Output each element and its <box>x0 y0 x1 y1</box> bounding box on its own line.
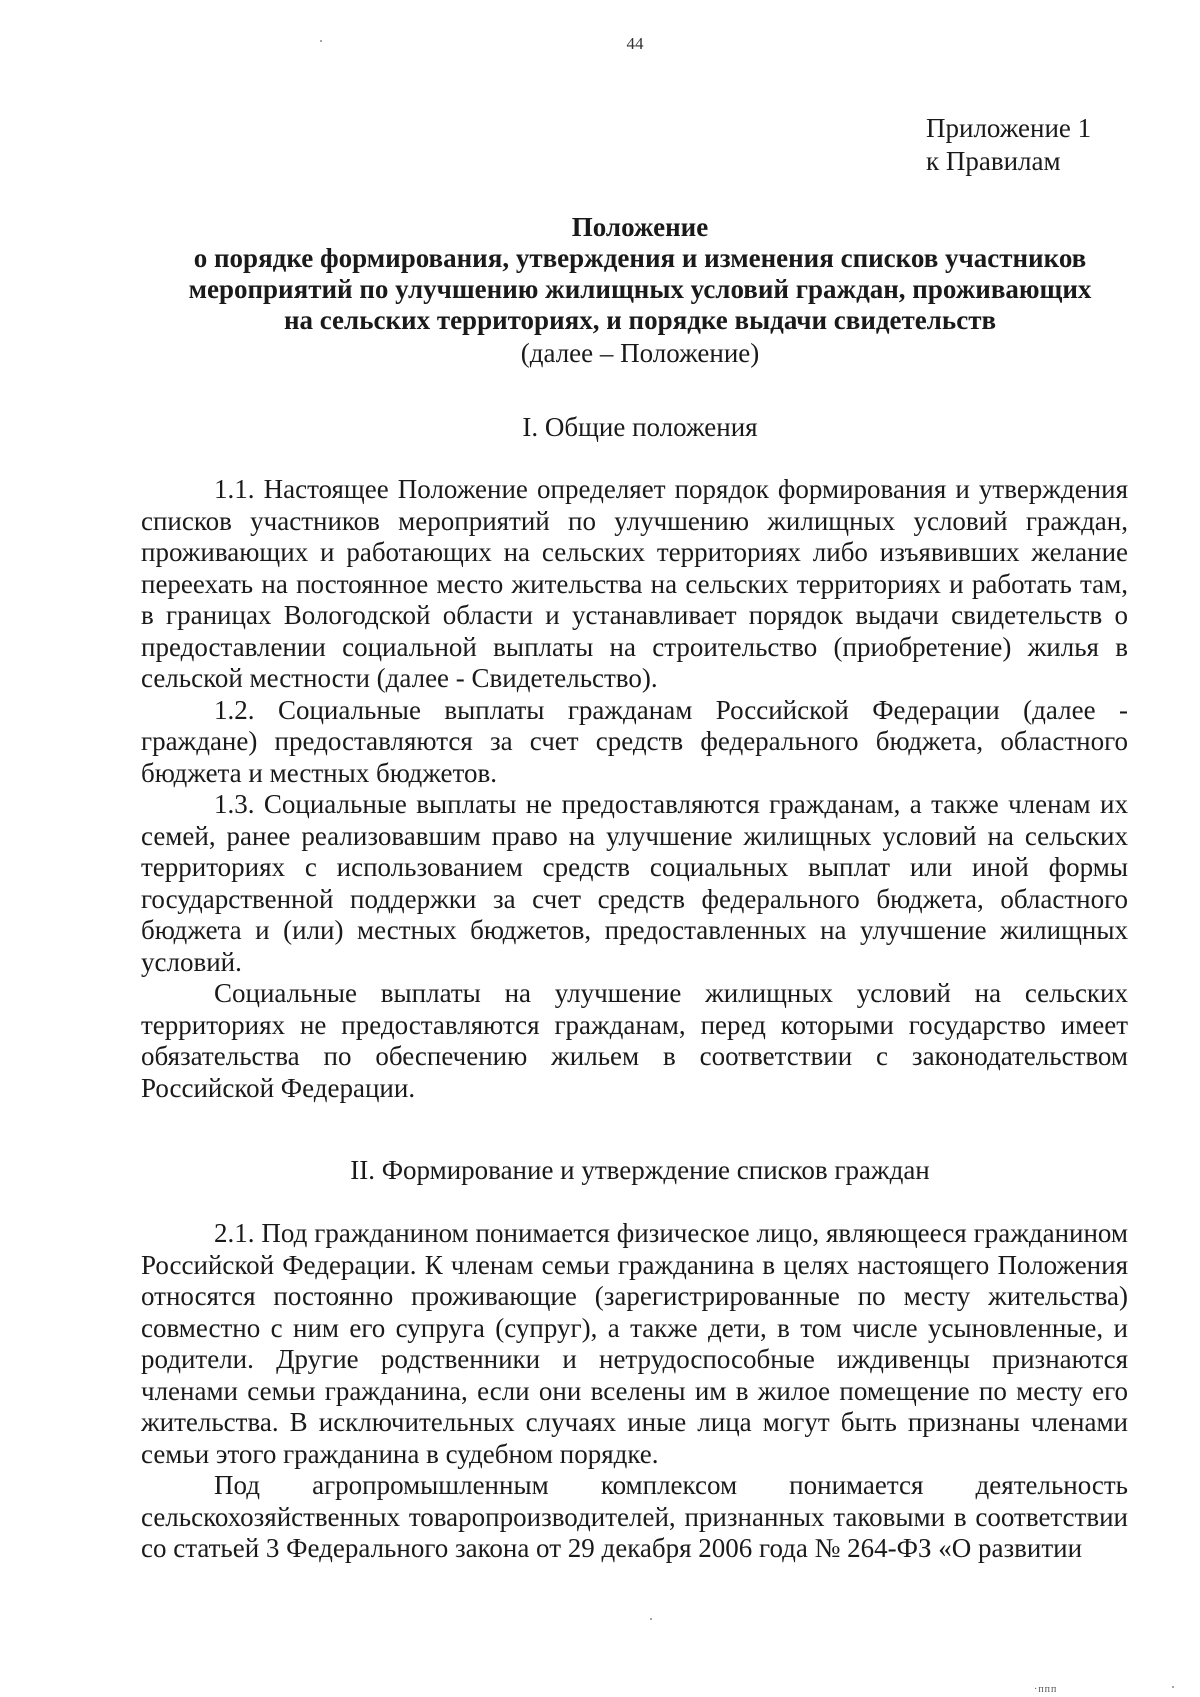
paragraph: 1.1. Настоящее Положение определяет порядок формирования и утверждения списков участников мероприятий по улучшению жилищных условий граждан, проживающих и работающих на сельских территориях либо изъявивших желание переехать на постоянное место жительства на сельских территориях и работать там, в границах Вологодской области и устанавливает порядок выдачи свидетельств о предоставлении социальной выплаты на строительство (приобретение) жилья в сельской местности (далее - Свидетельство). <box>141 474 1128 693</box>
scan-speck <box>1172 1686 1174 1688</box>
paragraph: 1.3. Социальные выплаты не предоставляются гражданам, а также членам их семей, ранее реализовавшим право на улучшение жилищных условий на сельских территориях с использованием средств социальных выплат или иной формы государственной поддержки за счет средств федерального бюджета, областного бюджета и (или) местных бюджетов, предоставленных на улучшение жилищных условий. <box>141 789 1128 977</box>
paragraph: Социальные выплаты на улучшение жилищных условий на сельских территориях не предоставляются гражданам, перед которыми государство имеет обязательства по обеспечению жильем в соответствии с законодательством Российской Федерации. <box>141 978 1128 1103</box>
section-2-body <box>141 1218 1128 1565</box>
paragraph: 2.1. Под гражданином понимается физическое лицо, являющееся гражданином Российской Федерации. К членам семьи гражданина в целях настоящего Положения относятся постоянно проживающие (зарегистрированные по месту жительства) совместно с ним его супруга (супруг), а также дети, в том числе усыновленные, и родители. Другие родственники и нетрудоспособные иждивенцы признаются членами семьи гражданина, если они вселены им в жилое помещение по месту его жительства. В исключительных случаях иные лица могут быть признаны членами семьи этого гражданина в судебном порядке. <box>141 1218 1128 1469</box>
scan-speck <box>320 40 322 42</box>
scan-mark: ·ппп <box>1034 1684 1058 1695</box>
scan-speck <box>650 1618 652 1620</box>
section-2-heading: II. Формирование и утверждение списков граждан <box>350 1155 930 1185</box>
section-1-heading: I. Общие положения <box>522 412 758 442</box>
annex-label <box>926 112 1091 178</box>
title-line-3: на сельских территориях, и порядке выдачи свидетельств <box>283 305 997 335</box>
page-number: 44 <box>626 34 644 53</box>
annex-line-2: к Правилам <box>926 146 1061 176</box>
document-title <box>120 212 1160 369</box>
title-line-2: мероприятий по улучшению жилищных условий граждан, проживающих <box>188 274 1092 304</box>
paragraph: Под агропромышленным комплексом понимается деятельность сельскохозяйственных товаропроизводителей, признанных таковыми в соответствии со статьей 3 Федерального закона от 29 декабря 2006 года № 264-ФЗ «О развитии <box>141 1470 1128 1563</box>
title-line-1: о порядке формирования, утверждения и изменения списков участников <box>193 243 1087 273</box>
section-1-body <box>141 474 1128 1104</box>
title-heading: Положение <box>571 212 709 242</box>
paragraph: 1.2. Социальные выплаты гражданам Российской Федерации (далее - граждане) предоставляются за счет средств федерального бюджета, областного бюджета и местных бюджетов. <box>141 694 1128 788</box>
annex-line-1: Приложение 1 <box>926 113 1092 143</box>
title-subtitle: (далее – Положение) <box>520 338 760 368</box>
